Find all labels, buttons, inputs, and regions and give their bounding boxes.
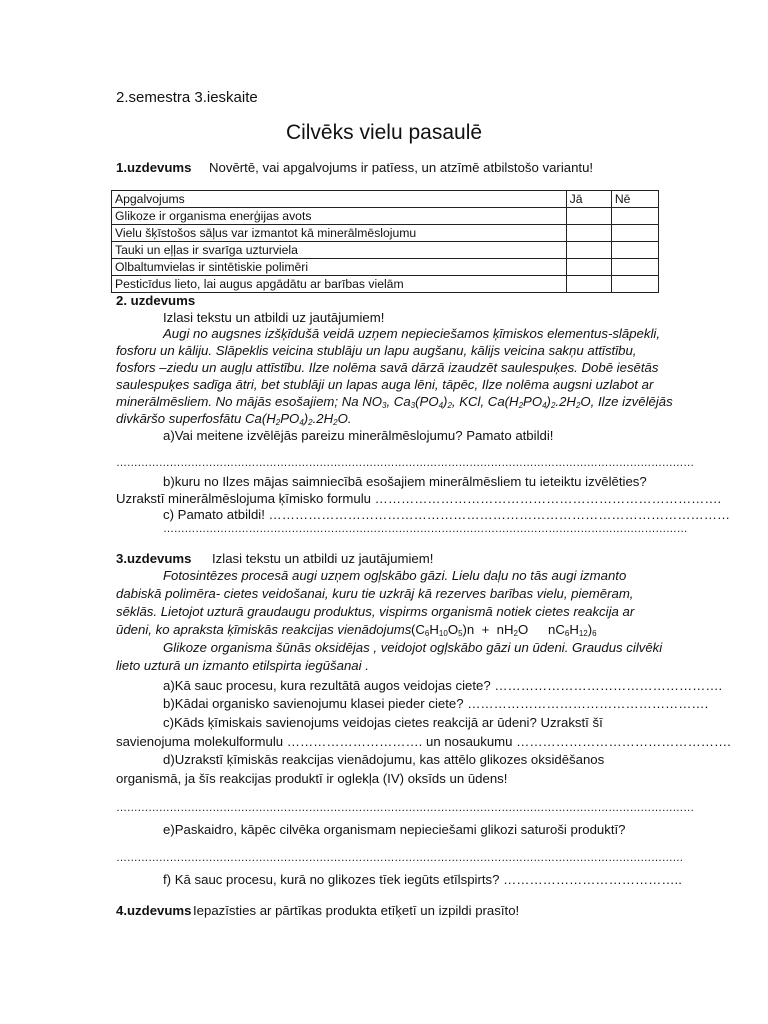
- task3-question-c-formula[interactable]: savienojuma molekulformulu …………………………. un nosaukumu ………………………………………….: [116, 734, 731, 749]
- table-header-row: [112, 191, 659, 208]
- task2-label: 2. uzdevums: [116, 293, 196, 308]
- yes-cell[interactable]: [566, 208, 611, 225]
- answer-line-e[interactable]: ……………………………………………………………………………………………………………………………………………: [116, 852, 684, 864]
- task2-text-line: fosforu un kāliju. Slāpeklis veicina stublāju un lapu augšanu, kālijs veicina sakņu attīstību,: [116, 343, 637, 358]
- yes-cell[interactable]: [566, 259, 611, 276]
- task3-text-line: lieto uzturā un izmanto etilspirta iegūšanai .: [116, 658, 369, 673]
- semester-heading: 2.semestra 3.ieskaite: [116, 89, 258, 106]
- table-row: [112, 242, 659, 259]
- task3-question-e: e)Paskaidro, kāpēc cilvēka organismam nepieciešami glikozi saturoši produktī?: [163, 822, 626, 837]
- task3-instruction: Izlasi tekstu un atbildi uz jautājumiem!: [212, 551, 434, 566]
- task3-text-line: Fotosintēzes procesā augi uzņem ogļskābo gāzi. Lielu daļu no tās augi izmanto: [163, 568, 627, 583]
- task3-question-d-cont: organismā, ja šīs reakcijas produktī ir oglekļa (IV) oksīds un ūdens!: [116, 771, 508, 786]
- yes-cell[interactable]: [566, 242, 611, 259]
- task4-instruction: Iepazīsties ar pārtīkas produkta etīķetī un izpildi prasīto!: [193, 903, 520, 918]
- statement-text: Tauki un eļļas ir svarīga uzturviela: [112, 242, 567, 259]
- no-cell[interactable]: [611, 208, 658, 225]
- task2-text-line-formulas: minerālmēsliem. No mājās esošajiem; Na $NO_3$, $Ca_3(PO_4)_2$, KCl, $Ca(H_2PO_4)_2.2H_2O$, Ilze izvēlējās: [116, 394, 673, 410]
- column-header-statement: Apgalvojums: [112, 191, 567, 208]
- task2-question-a: a)Vai meitene izvēlējās pareizu minerālmēslojumu? Pamato atbildi!: [163, 428, 554, 443]
- answer-line-d[interactable]: ………………………………………………………………………………………………………………………………………………: [116, 802, 694, 814]
- task2-question-b-formula[interactable]: Uzrakstī minerālmēslojuma ķīmisko formulu …………………………………………………………………….: [116, 491, 722, 506]
- no-cell[interactable]: [611, 242, 658, 259]
- task3-question-a[interactable]: a)Kā sauc procesu, kura rezultātā augos veidojas ciete? …………………………………………….: [163, 678, 723, 693]
- task1-instruction: Novērtē, vai apgalvojums ir patīess, un atzīmē atbilstošo variantu!: [209, 160, 594, 175]
- task4-label: 4.uzdevums: [116, 903, 192, 918]
- task2-text-line: fosfors –ziedu un augļu attīstību. Ilze nolēma savā dārzā izaudzēt saulespuķes. Dobē iesētās: [116, 360, 659, 375]
- task3-text-line: dabiskā polimēra- cietes veidošanai, kuru tie uzkrāj kā rezerves barības vielu, piemēram,: [116, 586, 634, 601]
- yes-cell[interactable]: [566, 276, 611, 293]
- table-row: [112, 208, 659, 225]
- page-title: Cilvēks vielu pasaulē: [285, 121, 483, 144]
- no-cell[interactable]: [611, 225, 658, 242]
- task2-text-line: Augi no augsnes izšķīdušā veidā uzņem nepieciešamos ķīmiskos elementus-slāpekli,: [163, 326, 660, 341]
- task3-text-line: ūdeni, ko apraksta ķīmiskās reakcijas vienādojums: [116, 622, 412, 637]
- statement-text: Glikoze ir organisma enerģijas avots: [112, 208, 567, 225]
- statement-text: Olbaltumvielas ir sintētiskie polimēri: [112, 259, 567, 276]
- task1-label: 1.uzdevums: [116, 160, 192, 175]
- task2-text-line: saulespuķes sadīga ātri, bet stublāji un lapas auga lēni, tāpēc, Ilze nolēma augsni uzlabot ar: [116, 377, 654, 392]
- column-header-yes: Jā: [566, 191, 611, 208]
- task3-question-f[interactable]: f) Kā sauc procesu, kurā no glikozes tīek iegūts etīlspirts? …………………………………..: [163, 872, 682, 887]
- table-row: [112, 225, 659, 242]
- table-row: [112, 259, 659, 276]
- column-header-no: Nē: [611, 191, 658, 208]
- no-cell[interactable]: [611, 276, 658, 293]
- no-cell[interactable]: [611, 259, 658, 276]
- answer-line-a[interactable]: ………………………………………………………………………………………………………………………………………………: [116, 457, 694, 469]
- task3-text-line: Glikoze organisma šūnās oksidējas , veidojot ogļskābo gāzi un ūdeni. Graudus cilvēki: [163, 640, 663, 655]
- statement-text: Vielu šķīstošos sāļus var izmantot kā minerālmēslojumu: [112, 225, 567, 242]
- reaction-equation-lhs: $(C_6H_{10}O_5)n + nH_2O$: [411, 622, 529, 638]
- task3-question-b[interactable]: b)Kādai organisko savienojumu klasei pieder ciete? ……………………………………………….: [163, 696, 709, 711]
- statement-table: [111, 190, 659, 293]
- task2-text-line-superphosphate: divkāršo superfosfātu $Ca(H_2PO_4)_2.2H_2O$.: [116, 411, 352, 427]
- task3-text-line: sēklās. Lietojot uzturā graudaugu produktus, vispirms organismā notiek cietes reakcija ar: [116, 604, 635, 619]
- yes-cell[interactable]: [566, 225, 611, 242]
- task2-question-b: b)kuru no Ilzes mājas saimniecībā esošajiem minerālmēsliem tu ieteiktu izvēlēties?: [163, 474, 647, 489]
- task2-question-c[interactable]: c) Pamato atbildi! ……………………………………………………………………………………………: [163, 507, 731, 522]
- answer-line-c[interactable]: …………………………………………………………………………………………………………………………………: [163, 523, 688, 535]
- table-row: [112, 276, 659, 293]
- task3-question-d: d)Uzrakstī ķīmiskās reakcijas vienādojumu, kas attēlo glikozes oksidēšanos: [163, 752, 605, 767]
- statement-text: Pesticīdus lieto, lai augus apgādātu ar barības vielām: [112, 276, 567, 293]
- task3-label: 3.uzdevums: [116, 551, 192, 566]
- task2-instruction: Izlasi tekstu un atbildi uz jautājumiem!: [163, 310, 385, 325]
- reaction-equation-rhs: $nC_6H_{12})_6$: [548, 622, 597, 638]
- task3-question-c: c)Kāds ķīmiskais savienojums veidojas cietes reakcijā ar ūdeni? Uzrakstī šī: [163, 715, 603, 730]
